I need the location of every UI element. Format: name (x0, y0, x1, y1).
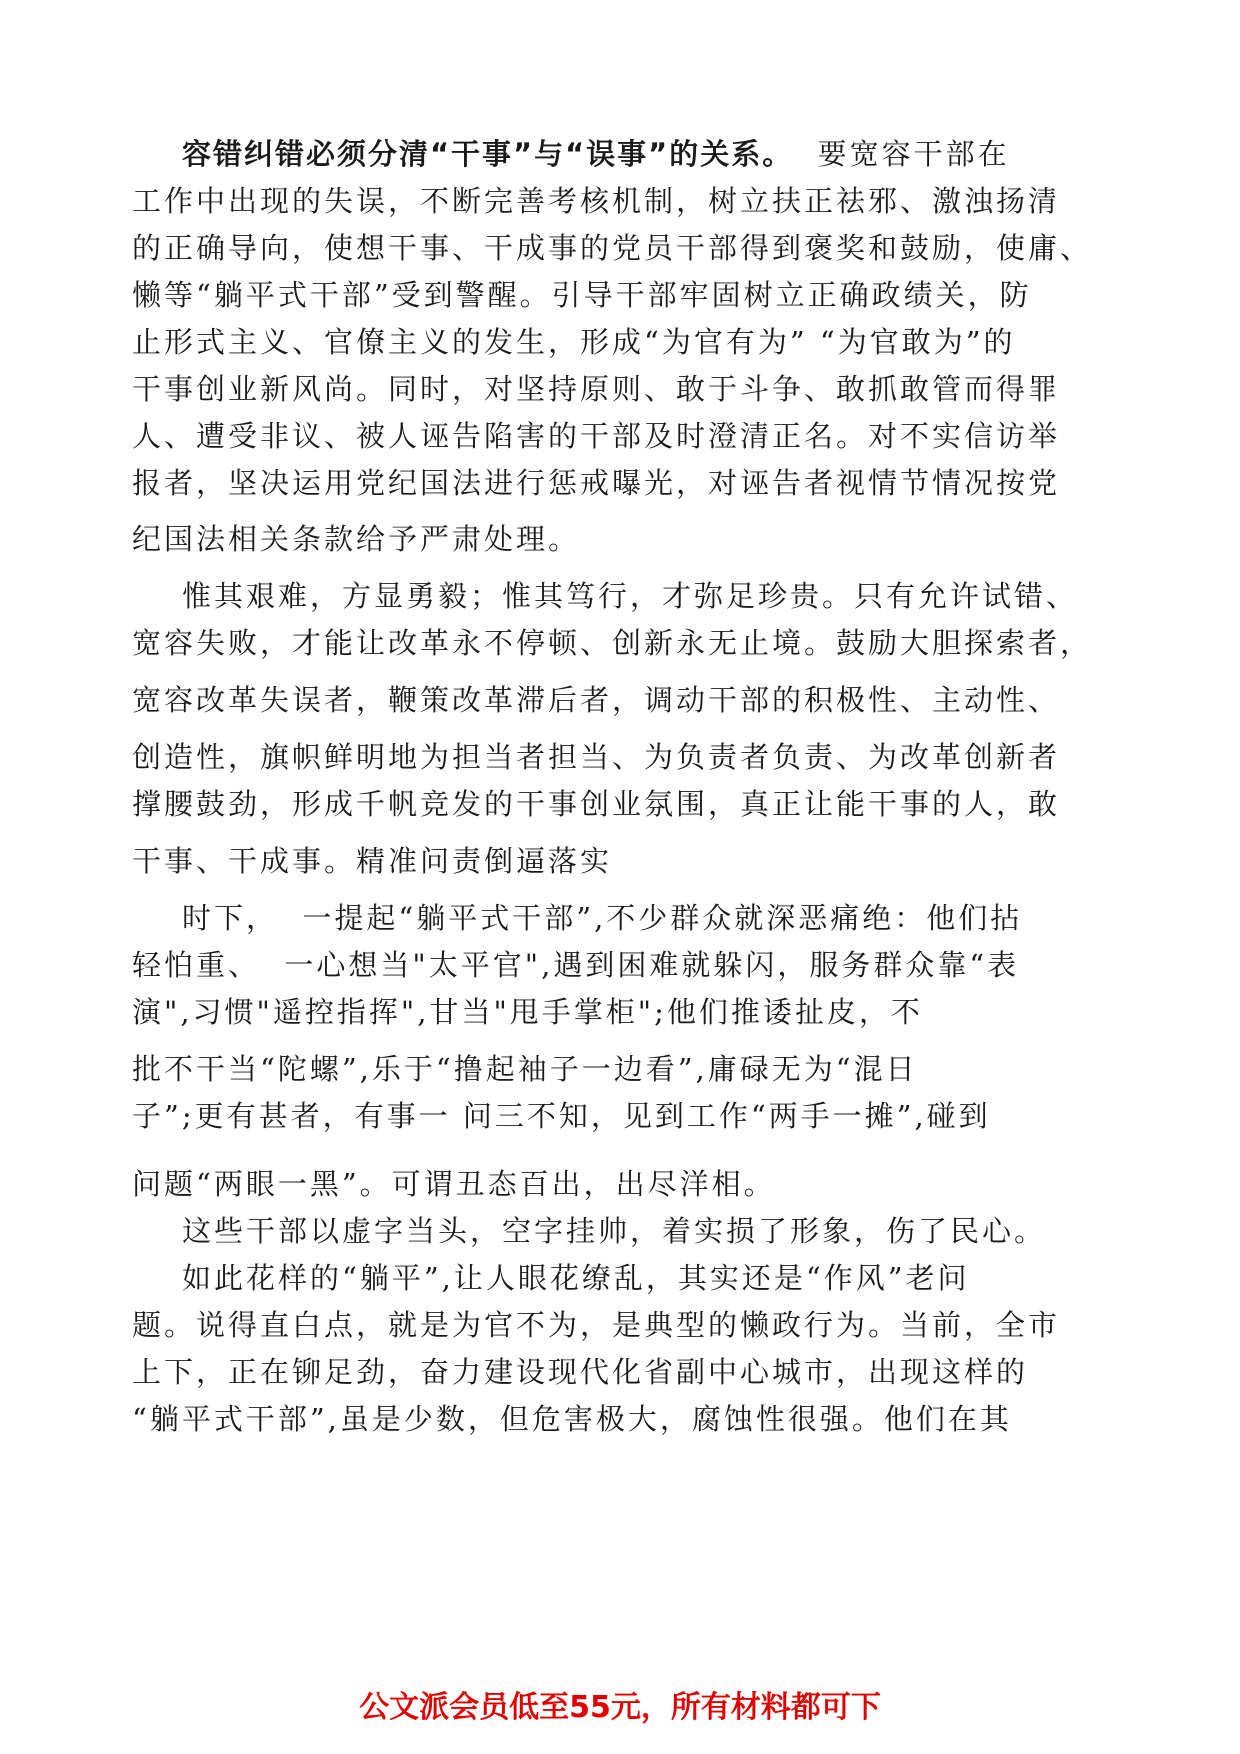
paragraph-5-line: 如此花样的“躺平”,让人眼花缭乱，其实还是“作风”老问 (182, 1261, 970, 1295)
paragraph-1-line: 懒等“躺平式干部”受到警醒。引导干部牢固树立正确政绩关，防 (132, 278, 1032, 312)
paragraph-heading: 容错纠错必须分清“干事”与“误事”的关系。 (182, 137, 794, 171)
paragraph-4-line: 这些干部以虚字当头，空字挂帅，着实损了形象，伤了民心。 (182, 1214, 1047, 1248)
paragraph-3-line: 批不干当“陀螺”,乐于“撸起袖子一边看”,庸碌无为“混日 (132, 1052, 918, 1086)
paragraph-1-line: 纪国法相关条款给予严肃处理。 (132, 522, 581, 556)
paragraph-5-line: 上下，正在铆足劲，奋力建设现代化省副中心城市，出现这样的 (132, 1355, 1029, 1389)
paragraph-1-line: 报者，坚决运用党纪国法进行惩戒曝光，对诬告者视情节情况按党 (132, 466, 1061, 500)
paragraph-2-line: 撑腰鼓劲，形成千帆竞发的干事创业氛围，真正让能干事的人，敢 (132, 787, 1061, 821)
paragraph-2-line: 干事、干成事。精准问责倒逼落实 (132, 844, 613, 878)
paragraph-2-line: 惟其艰难，方显勇毅；惟其笃行，才弥足珍贵。只有允许试错、 (182, 579, 1079, 613)
paragraph-2-line: 宽容失败，才能让改革永不停顿、创新永无止境。鼓励大胆探索者， (132, 626, 1093, 660)
paragraph-1-line: 干事创业新风尚。同时，对坚持原则、敢于斗争、敢抓敢管而得罪 (132, 372, 1061, 406)
paragraph-2-line: 创造性，旗帜鲜明地为担当者担当、为负责者负责、为改革创新者 (132, 740, 1061, 774)
paragraph-3-line: 演",习惯"遥控指挥",甘当"甩手掌柜";他们推诿扯皮，不 (132, 995, 923, 1029)
paragraph-1-line: 人、遭受非议、被人诬告陷害的干部及时澄清正名。对不实信访举 (132, 419, 1061, 453)
paragraph-lead-text: 要宽容干部在 (793, 137, 1010, 171)
paragraph-1-first-line (182, 136, 1010, 172)
paragraph-5-line: 题。说得直白点，就是为官不为，是典型的懒政行为。当前，全市 (132, 1308, 1061, 1342)
paragraph-3-line: 子”;更有甚者，有事一 问三不知，见到工作“两手一摊”,碰到 (132, 1099, 991, 1133)
paragraph-3-line: 轻怕重、 一心想当"太平官",遇到困难就躲闪，服务群众靠“表 (132, 948, 1020, 982)
paragraph-2-line: 宽容改革失误者，鞭策改革滞后者，调动干部的积极性、主动性、 (132, 683, 1061, 717)
paragraph-3-line: 时下， 一提起“躺平式干部”,不少群众就深恶痛绝：他们拈 (182, 901, 1023, 935)
paragraph-1-line: 工作中出现的失误，不断完善考核机制，树立扶正祛邪、激浊扬清 (132, 184, 1061, 218)
footer-promo-text: 公文派会员低至55元，所有材料都可下 (359, 1690, 881, 1725)
paragraph-1-line: 的正确导向，使想干事、干成事的党员干部得到褒奖和鼓励，使庸、 (132, 231, 1093, 265)
paragraph-3-line: 问题“两眼一黑”。可谓丑态百出，出尽洋相。 (132, 1167, 776, 1201)
paragraph-1-line: 止形式主义、官僚主义的发生，形成“为官有为” “为官敢为”的 (132, 325, 1016, 359)
paragraph-5-line: “躺平式干部”,虽是少数，但危害极大，腐蚀性很强。他们在其 (132, 1402, 1012, 1436)
